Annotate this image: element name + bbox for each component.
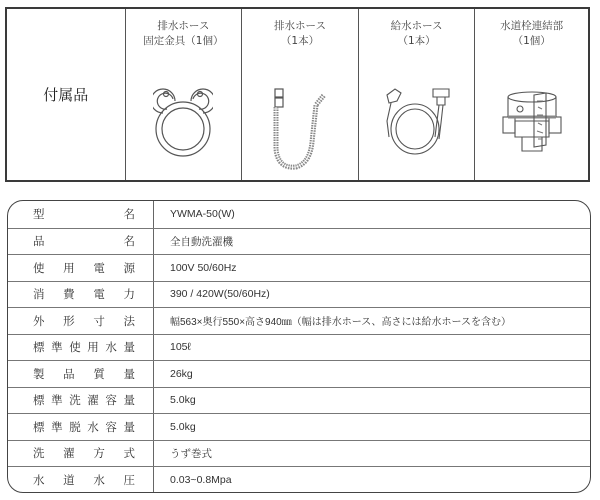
- table-row: [8, 254, 590, 281]
- accessory-name: 水道栓連結部: [500, 20, 564, 32]
- spec-value: 100V 50/60Hz: [170, 261, 237, 274]
- accessory-detail: （1本）: [280, 35, 320, 47]
- table-row: [8, 334, 590, 361]
- faucet-connector-icon: [500, 89, 564, 159]
- spec-value: 0.03~0.8Mpa: [170, 473, 232, 486]
- spec-value: 26kg: [170, 367, 193, 380]
- table-row: [8, 413, 590, 440]
- supply-hose-icon: [381, 81, 453, 161]
- accessory-drain-hose: [241, 9, 358, 180]
- accessory-faucet-connector: [474, 9, 588, 180]
- spec-label: 型 名: [8, 201, 154, 228]
- table-row: [8, 281, 590, 308]
- accessory-detail: （1本）: [397, 35, 436, 47]
- spec-value: 全自動洗濯機: [170, 235, 233, 248]
- table-row: [8, 201, 590, 228]
- spec-value: 5.0kg: [170, 394, 196, 407]
- table-row: [8, 307, 590, 334]
- accessory-supply-hose: [358, 9, 475, 180]
- spec-label: 標 準 使 用 水 量: [8, 335, 154, 361]
- drain-hose-icon: [270, 87, 330, 172]
- table-row: [8, 466, 590, 493]
- spec-label: 品 名: [8, 229, 154, 255]
- spec-table: [7, 200, 591, 493]
- accessory-detail: 固定金具（1個）: [143, 35, 224, 47]
- spec-value: 105ℓ: [170, 341, 191, 354]
- spec-label: 標 準 洗 濯 容 量: [8, 388, 154, 414]
- table-row: [8, 440, 590, 467]
- spec-label: 水 道 水 圧: [8, 467, 154, 493]
- spec-label: 使 用 電 源: [8, 255, 154, 281]
- spec-value: 幅563×奥行550×高さ940㎜（幅は排水ホース、高さには給水ホースを含む）: [170, 317, 512, 329]
- table-row: [8, 360, 590, 387]
- accessory-name: 給水ホース: [390, 20, 443, 32]
- spec-label: 製 品 質 量: [8, 361, 154, 387]
- table-row: [8, 228, 590, 255]
- spec-label: 消 費 電 力: [8, 282, 154, 308]
- spec-value: YWMA-50(W): [170, 208, 235, 221]
- spec-label: 外 形 寸 法: [8, 308, 154, 334]
- accessory-detail: （1個）: [512, 35, 551, 47]
- accessories-heading: 付属品: [43, 86, 89, 104]
- spec-label: 標 準 脱 水 容 量: [8, 414, 154, 440]
- accessories-heading-cell: [7, 9, 125, 180]
- spec-value: うず巻式: [170, 447, 212, 460]
- accessory-name: 排水ホース: [273, 20, 326, 32]
- spec-label: 洗 濯 方 式: [8, 441, 154, 467]
- table-row: [8, 387, 590, 414]
- spec-value: 390 / 420W(50/60Hz): [170, 288, 270, 301]
- accessories-box: [5, 7, 590, 182]
- accessory-name: 排水ホース: [157, 20, 210, 32]
- accessory-drain-hose-clamp: [125, 9, 242, 180]
- drain-hose-clamp-icon: [153, 81, 213, 161]
- spec-value: 5.0kg: [170, 420, 196, 433]
